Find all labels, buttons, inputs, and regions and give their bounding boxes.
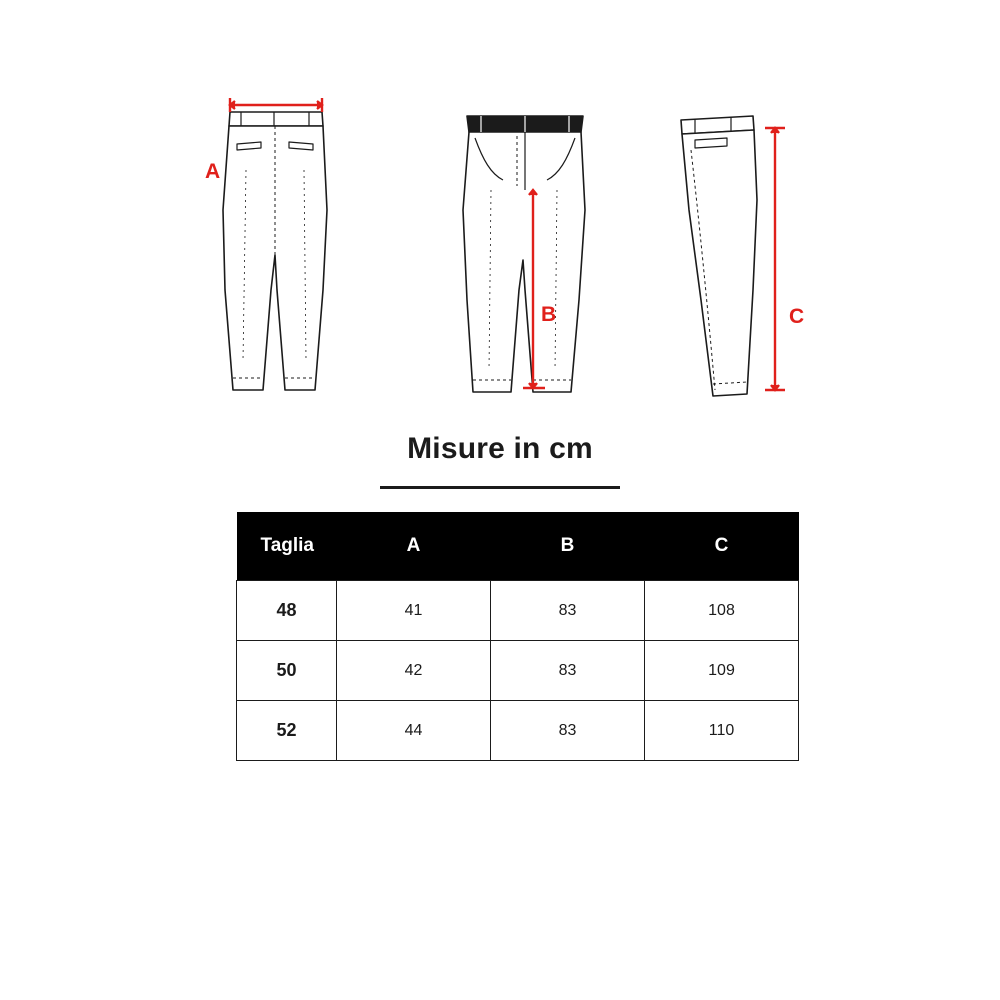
cell-b: 83	[491, 701, 645, 761]
dimension-label-b: B	[541, 303, 557, 326]
cell-a: 44	[337, 701, 491, 761]
dimension-label-a: A	[205, 160, 221, 183]
table-header-taglia: Taglia	[237, 512, 337, 581]
table-row	[237, 701, 799, 761]
cell-size: 50	[237, 641, 337, 701]
trousers-back-view	[425, 60, 625, 425]
cell-a: 42	[337, 641, 491, 701]
table-row	[237, 581, 799, 641]
dimension-arrow-a	[230, 98, 322, 112]
size-table-body	[237, 581, 799, 761]
size-table	[236, 512, 799, 761]
table-header-row	[237, 512, 799, 581]
trousers-side-view	[655, 60, 855, 425]
cell-c: 110	[645, 701, 799, 761]
cell-b: 83	[491, 581, 645, 641]
dimension-label-c: C	[789, 305, 805, 328]
table-header-a: A	[337, 512, 491, 581]
page-title: Misure in cm	[407, 432, 593, 465]
title-block	[0, 432, 1000, 489]
illustration-group	[0, 60, 1000, 420]
title-divider	[380, 486, 620, 489]
size-table-head	[237, 512, 799, 581]
cell-c: 108	[645, 581, 799, 641]
cell-c: 109	[645, 641, 799, 701]
cell-a: 41	[337, 581, 491, 641]
table-row	[237, 641, 799, 701]
table-header-c: C	[645, 512, 799, 581]
size-table-wrapper	[236, 512, 798, 761]
dimension-arrow-c	[765, 128, 785, 390]
table-header-b: B	[491, 512, 645, 581]
trousers-front-view	[175, 60, 375, 425]
cell-size: 48	[237, 581, 337, 641]
cell-size: 52	[237, 701, 337, 761]
cell-b: 83	[491, 641, 645, 701]
